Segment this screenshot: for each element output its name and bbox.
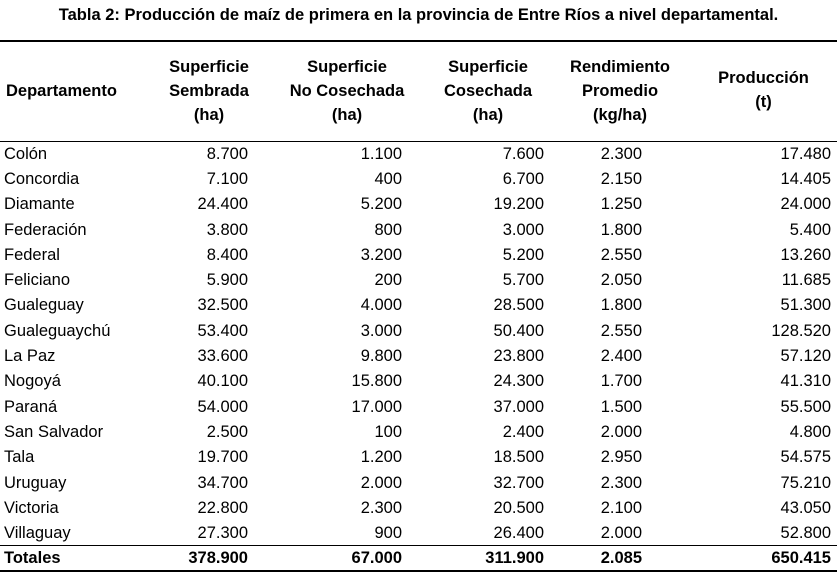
col-header-superficie-sembrada (150, 41, 268, 141)
value-cell: 800 (374, 220, 402, 239)
value-cell: 2.550 (600, 321, 642, 340)
value-cell: 24.300 (493, 372, 544, 391)
table-row (0, 192, 837, 217)
value-cell: 100 (374, 422, 402, 441)
value-cell: 15.800 (351, 372, 402, 391)
value-cell: 27.300 (197, 523, 248, 542)
value-cell: 67.000 (268, 546, 426, 571)
value-cell: 400 (374, 169, 402, 188)
department-cell: Diamante (4, 195, 75, 214)
department-cell: Gualeguay (4, 296, 84, 315)
header-line: Superficie (169, 58, 249, 77)
value-cell: 8.400 (206, 245, 248, 264)
value-cell: 23.800 (493, 347, 544, 366)
header-line: Superficie (448, 58, 528, 77)
table-title: Tabla 2: Producción de maíz de primera en la provincia de Entre Ríos a nivel departamental. (58, 6, 779, 24)
header-line: (ha) (193, 106, 225, 125)
value-cell: 1.800 (600, 296, 642, 315)
value-cell: 5.200 (360, 195, 402, 214)
col-header-superficie-no-cosechada (268, 41, 426, 141)
table-row (0, 166, 837, 191)
department-cell: Federación (4, 220, 87, 239)
totals-label: Totales (0, 546, 150, 571)
value-cell: 33.600 (197, 347, 248, 366)
value-cell: 14.405 (780, 169, 831, 188)
header-line: (ha) (472, 106, 504, 125)
value-cell: 2.500 (206, 422, 248, 441)
header-line: Rendimiento (570, 58, 670, 77)
value-cell: 7.600 (502, 144, 544, 163)
value-cell: 43.050 (780, 498, 831, 517)
value-cell: 19.200 (493, 195, 544, 214)
value-cell: 24.400 (197, 195, 248, 214)
value-cell: 41.310 (780, 372, 831, 391)
table-row (0, 394, 837, 419)
value-cell: 311.900 (426, 546, 550, 571)
value-cell: 57.120 (780, 347, 831, 366)
value-cell: 2.050 (600, 271, 642, 290)
value-cell: 20.500 (493, 498, 544, 517)
value-cell: 5.900 (206, 271, 248, 290)
department-cell: Gualeguaychú (4, 321, 111, 340)
value-cell: 378.900 (150, 546, 268, 571)
value-cell: 650.415 (690, 546, 837, 571)
header-line: (kg/ha) (592, 106, 648, 125)
table-row (0, 495, 837, 520)
value-cell: 900 (374, 523, 402, 542)
value-cell: 2.300 (360, 498, 402, 517)
header-line: Departamento (6, 82, 117, 101)
value-cell: 3.000 (502, 220, 544, 239)
department-cell: Tala (4, 448, 35, 467)
value-cell: 3.800 (206, 220, 248, 239)
department-cell: Uruguay (4, 473, 67, 492)
value-cell: 5.200 (502, 245, 544, 264)
production-table (0, 40, 837, 572)
value-cell: 2.550 (600, 245, 642, 264)
value-cell: 5.400 (789, 220, 831, 239)
value-cell: 32.700 (493, 473, 544, 492)
table-body (0, 141, 837, 571)
value-cell: 1.800 (600, 220, 642, 239)
header-line: Superficie (307, 58, 387, 77)
table-row (0, 267, 837, 292)
value-cell: 1.250 (600, 195, 642, 214)
header-row (0, 41, 837, 141)
value-cell: 3.000 (360, 321, 402, 340)
header-line: (ha) (331, 106, 363, 125)
value-cell: 54.000 (197, 397, 248, 416)
value-cell: 8.700 (206, 144, 248, 163)
value-cell: 2.400 (502, 422, 544, 441)
col-header-superficie-cosechada (426, 41, 550, 141)
value-cell: 17.480 (780, 144, 831, 163)
table-row (0, 343, 837, 368)
value-cell: 2.150 (600, 169, 642, 188)
header-line: Promedio (581, 82, 659, 101)
value-cell: 40.100 (197, 372, 248, 391)
value-cell: 9.800 (360, 347, 402, 366)
value-cell: 53.400 (197, 321, 248, 340)
value-cell: 2.100 (600, 498, 642, 517)
value-cell: 2.300 (600, 144, 642, 163)
department-cell: Feliciano (4, 271, 71, 290)
department-cell: Concordia (4, 169, 80, 188)
department-cell: Nogoyá (4, 372, 61, 391)
value-cell: 26.400 (493, 523, 544, 542)
value-cell: 128.520 (771, 321, 831, 340)
value-cell: 2.000 (600, 523, 642, 542)
department-cell: Paraná (4, 397, 58, 416)
value-cell: 2.950 (600, 448, 642, 467)
value-cell: 1.100 (360, 144, 402, 163)
value-cell: 4.800 (789, 422, 831, 441)
table-row (0, 445, 837, 470)
value-cell: 2.085 (550, 546, 690, 571)
header-line: (t) (755, 93, 772, 111)
header-line: No Cosechada (289, 82, 405, 101)
value-cell: 28.500 (493, 296, 544, 315)
value-cell: 18.500 (493, 448, 544, 467)
value-cell: 13.260 (780, 245, 831, 264)
value-cell: 4.000 (360, 296, 402, 315)
table-row (0, 217, 837, 242)
value-cell: 6.700 (502, 169, 544, 188)
col-header-rendimiento-promedio (550, 41, 690, 141)
table-row (0, 369, 837, 394)
value-cell: 11.685 (781, 271, 831, 290)
value-cell: 200 (374, 271, 402, 290)
table-row (0, 318, 837, 343)
department-cell: Victoria (4, 498, 59, 517)
value-cell: 5.700 (502, 271, 544, 290)
header-line: Cosechada (443, 82, 533, 101)
department-cell: Federal (4, 245, 60, 264)
value-cell: 2.000 (360, 473, 402, 492)
table-row (0, 242, 837, 267)
department-cell: Colón (4, 144, 48, 163)
value-cell: 34.700 (197, 473, 248, 492)
value-cell: 54.575 (780, 448, 831, 467)
totals-row (0, 546, 837, 571)
department-cell: San Salvador (4, 422, 104, 441)
table-row (0, 520, 837, 545)
table-row (0, 293, 837, 318)
value-cell: 7.100 (206, 169, 248, 188)
value-cell: 17.000 (351, 397, 402, 416)
table-row (0, 470, 837, 495)
value-cell: 37.000 (493, 397, 544, 416)
value-cell: 24.000 (780, 195, 831, 214)
header-line: Sembrada (169, 82, 249, 101)
value-cell: 3.200 (360, 245, 402, 264)
value-cell: 50.400 (493, 321, 544, 340)
table-row (0, 141, 837, 166)
value-cell: 2.000 (600, 422, 642, 441)
header-line: Producción (718, 69, 809, 87)
department-cell: La Paz (4, 347, 56, 366)
value-cell: 1.200 (360, 448, 402, 467)
value-cell: 22.800 (197, 498, 248, 517)
value-cell: 75.210 (780, 473, 831, 492)
col-header-departamento (0, 41, 150, 141)
col-header-produccion (690, 41, 837, 141)
value-cell: 55.500 (780, 397, 831, 416)
value-cell: 32.500 (197, 296, 248, 315)
value-cell: 2.400 (600, 347, 642, 366)
value-cell: 51.300 (780, 296, 831, 315)
value-cell: 1.500 (600, 397, 642, 416)
value-cell: 52.800 (780, 523, 831, 542)
value-cell: 1.700 (600, 372, 642, 391)
value-cell: 19.700 (197, 448, 248, 467)
table-row (0, 419, 837, 444)
value-cell: 2.300 (600, 473, 642, 492)
department-cell: Villaguay (4, 523, 71, 542)
